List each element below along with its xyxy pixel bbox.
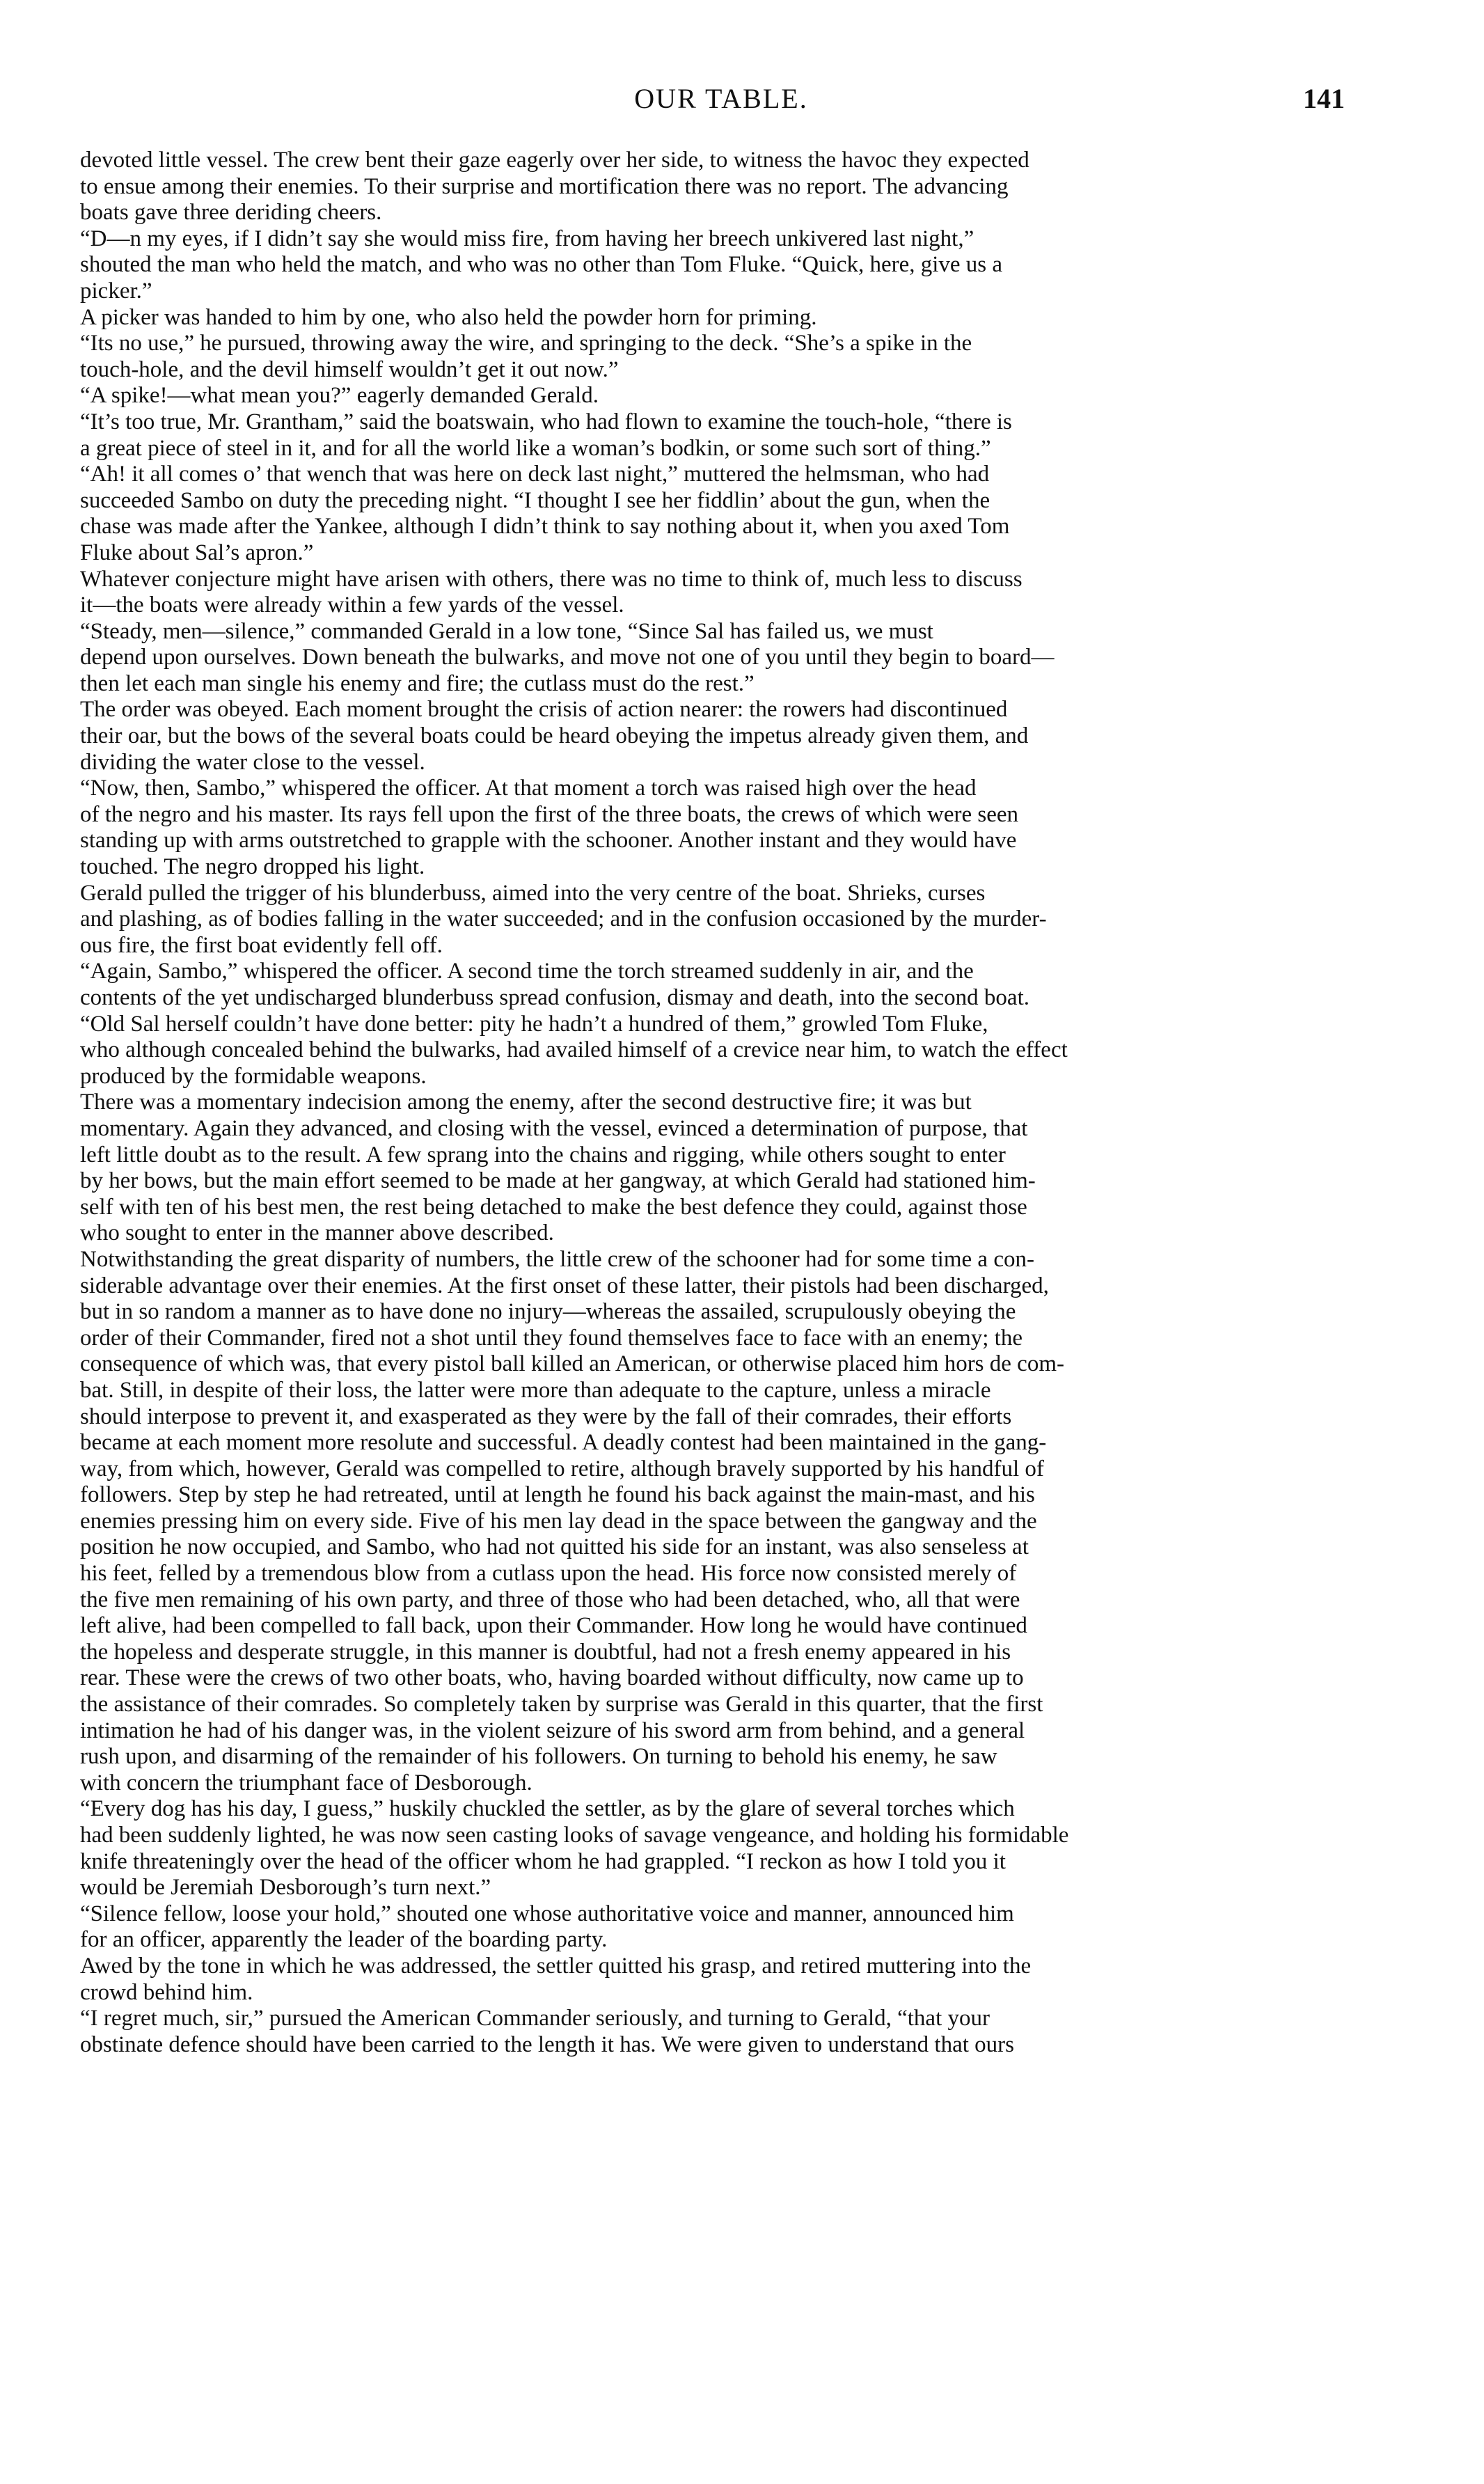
text-line: consequence of which was, that every pistol ball killed an American, or otherwise placed him hors de com- — [80, 1351, 1064, 1377]
body-text — [80, 148, 1368, 2058]
running-title: OUR TABLE. — [634, 83, 808, 114]
text-line: the hopeless and desperate struggle, in this manner is doubtful, had not a fresh enemy appeared in his — [80, 1639, 1011, 1665]
text-line: obstinate defence should have been carried to the length it has. We were given to understand that ours — [80, 2031, 1014, 2057]
text-line: succeeded Sambo on duty the preceding night. “I thought I see her fiddlin’ about the gun, when the — [80, 487, 990, 513]
text-line: rush upon, and disarming of the remainder of his followers. On turning to behold his enemy, he saw — [80, 1744, 997, 1770]
text-line: self with ten of his best men, the rest being detached to make the best defence they could, against those — [80, 1194, 1027, 1220]
text-line: ous fire, the first boat evidently fell off. — [80, 932, 443, 958]
text-line: “Ah! it all comes o’ that wench that was here on deck last night,” muttered the helmsman, who had — [80, 462, 990, 487]
text-line: his feet, felled by a tremendous blow from a cutlass upon the head. His force now consisted merely of — [80, 1561, 1017, 1587]
text-line: “A spike!—what mean you?” eagerly demanded Gerald. — [80, 383, 599, 409]
text-line: crowd behind him. — [80, 1979, 253, 2005]
page-number: 141 — [1303, 83, 1345, 114]
text-line: Fluke about Sal’s apron.” — [80, 540, 314, 565]
text-line: had been suddenly lighted, he was now seen casting looks of savage vengeance, and holding his formidable — [80, 1823, 1069, 1848]
text-line: it—the boats were already within a few yards of the vessel. — [80, 592, 624, 618]
text-line: produced by the formidable weapons. — [80, 1063, 427, 1089]
text-line: depend upon ourselves. Down beneath the bulwarks, and move not one of you until they begin to board— — [80, 645, 1055, 670]
text-line: touch-hole, and the devil himself wouldn’t get it out now.” — [80, 356, 619, 382]
text-line: rear. These were the crews of two other boats, who, having boarded without difficulty, now came up to — [80, 1665, 1024, 1691]
text-line: a great piece of steel in it, and for all the world like a woman’s bodkin, or some such sort of thing.” — [80, 435, 991, 461]
text-line: with concern the triumphant face of Desborough. — [80, 1770, 532, 1795]
text-line: picker.” — [80, 278, 152, 304]
text-line: and plashing, as of bodies falling in the water succeeded; and in the confusion occasioned by the murder- — [80, 906, 1047, 932]
text-line: “Silence fellow, loose your hold,” shouted one whose authoritative voice and manner, announced him — [80, 1901, 1014, 1926]
text-line: There was a momentary indecision among the enemy, after the second destructive fire; it was but — [80, 1090, 972, 1115]
text-line: Notwithstanding the great disparity of numbers, the little crew of the schooner had for some time a con- — [80, 1246, 1034, 1272]
text-line: bat. Still, in despite of their loss, the latter were more than adequate to the capture, unless a miracle — [80, 1377, 991, 1403]
text-line: contents of the yet undischarged blunderbuss spread confusion, dismay and death, into the second boat. — [80, 985, 1029, 1010]
text-line: should interpose to prevent it, and exasperated as they were by the fall of their comrades, their efforts — [80, 1404, 1012, 1429]
text-line: knife threateningly over the head of the officer whom he had grappled. “I reckon as how I told you it — [80, 1848, 1006, 1874]
page-header — [97, 82, 1345, 124]
text-line: left little doubt as to the result. A few sprang into the chains and rigging, while others sought to enter — [80, 1142, 1006, 1168]
text-line: “Old Sal herself couldn’t have done better: pity he hadn’t a hundred of them,” growled Tom Fluke, — [80, 1011, 988, 1037]
text-line: the assistance of their comrades. So completely taken by surprise was Gerald in this quarter, that the first — [80, 1692, 1043, 1717]
text-line: chase was made after the Yankee, although I didn’t think to say nothing about it, when you axed Tom — [80, 514, 1010, 540]
text-line: then let each man single his enemy and fire; the cutlass must do the rest.” — [80, 670, 755, 696]
text-line: standing up with arms outstretched to grapple with the schooner. Another instant and they would have — [80, 828, 1017, 854]
text-line: siderable advantage over their enemies. At the first onset of these latter, their pistols had been discharged, — [80, 1273, 1049, 1298]
text-line: who although concealed behind the bulwarks, had availed himself of a crevice near him, to watch the effect — [80, 1037, 1068, 1063]
text-line: by her bows, but the main effort seemed to be made at her gangway, at which Gerald had stationed him- — [80, 1168, 1036, 1194]
text-line: followers. Step by step he had retreated, until at length he found his back against the main-mast, and his — [80, 1482, 1035, 1508]
text-line: shouted the man who held the match, and who was no other than Tom Fluke. “Quick, here, give us a — [80, 252, 1003, 278]
text-line: order of their Commander, fired not a shot until they found themselves face to face with an enemy; the — [80, 1325, 1023, 1351]
text-line: intimation he had of his danger was, in the violent seizure of his sword arm from behind, and a general — [80, 1717, 1025, 1743]
text-line: “D—n my eyes, if I didn’t say she would miss fire, from having her breech unkivered last night,” — [80, 226, 974, 251]
text-line: “Its no use,” he pursued, throwing away the wire, and springing to the deck. “She’s a spike in the — [80, 331, 972, 356]
text-line: to ensue among their enemies. To their surprise and mortification there was no report. The advancing — [80, 173, 1009, 199]
text-line: devoted little vessel. The crew bent their gaze eagerly over her side, to witness the havoc they expected — [80, 148, 1029, 173]
text-line: momentary. Again they advanced, and closing with the vessel, evinced a determination of purpose, that — [80, 1115, 1028, 1141]
text-line: of the negro and his master. Its rays fell upon the first of the three boats, the crews of which were seen — [80, 801, 1018, 827]
text-line: “I regret much, sir,” pursued the American Commander seriously, and turning to Gerald, “that your — [80, 2006, 990, 2031]
text-line: The order was obeyed. Each moment brought the crisis of action nearer: the rowers had discontinued — [80, 697, 1008, 723]
text-line: “Steady, men—silence,” commanded Gerald in a low tone, “Since Sal has failed us, we must — [80, 618, 933, 644]
text-line: Gerald pulled the trigger of his blunderbuss, aimed into the very centre of the boat. Shrieks, curses — [80, 880, 986, 906]
text-line: the five men remaining of his own party, and three of those who had been detached, who, all that were — [80, 1587, 1020, 1612]
text-line: would be Jeremiah Desborough’s turn next.” — [80, 1875, 491, 1901]
text-line: became at each moment more resolute and successful. A deadly contest had been maintained in the gang- — [80, 1430, 1047, 1456]
text-line: left alive, had been compelled to fall back, upon their Commander. How long he would have continued — [80, 1613, 1027, 1639]
text-line: their oar, but the bows of the several boats could be heard obeying the impetus already given them, and — [80, 723, 1029, 749]
text-line: “Again, Sambo,” whispered the officer. A second time the torch streamed suddenly in air, and the — [80, 959, 974, 984]
text-line: “Every dog has his day, I guess,” huskily chuckled the settler, as by the glare of several torches which — [80, 1796, 1015, 1822]
text-line: for an officer, apparently the leader of the boarding party. — [80, 1927, 608, 1953]
text-line: “It’s too true, Mr. Grantham,” said the boatswain, who had flown to examine the touch-hole, “there is — [80, 409, 1012, 434]
text-line: but in so random a manner as to have done no injury—whereas the assailed, scrupulously obeying the — [80, 1299, 1016, 1325]
text-line: dividing the water close to the vessel. — [80, 749, 425, 775]
text-line: position he now occupied, and Sambo, who had not quitted his side for an instant, was also senseless at — [80, 1534, 1029, 1560]
text-line: A picker was handed to him by one, who also held the powder horn for priming. — [80, 304, 817, 330]
text-line: way, from which, however, Gerald was compelled to retire, although bravely supported by his handful of — [80, 1456, 1044, 1481]
text-line: touched. The negro dropped his light. — [80, 854, 425, 880]
text-line: Whatever conjecture might have arisen with others, there was no time to think of, much less to discuss — [80, 566, 1023, 592]
text-line: enemies pressing him on every side. Five of his men lay dead in the space between the gangway and the — [80, 1508, 1037, 1534]
text-line: who sought to enter in the manner above described. — [80, 1220, 554, 1246]
text-line: “Now, then, Sambo,” whispered the officer. At that moment a torch was raised high over the head — [80, 776, 977, 801]
text-line: Awed by the tone in which he was addressed, the settler quitted his grasp, and retired muttering into the — [80, 1953, 1032, 1979]
text-line: boats gave three deriding cheers. — [80, 200, 382, 226]
